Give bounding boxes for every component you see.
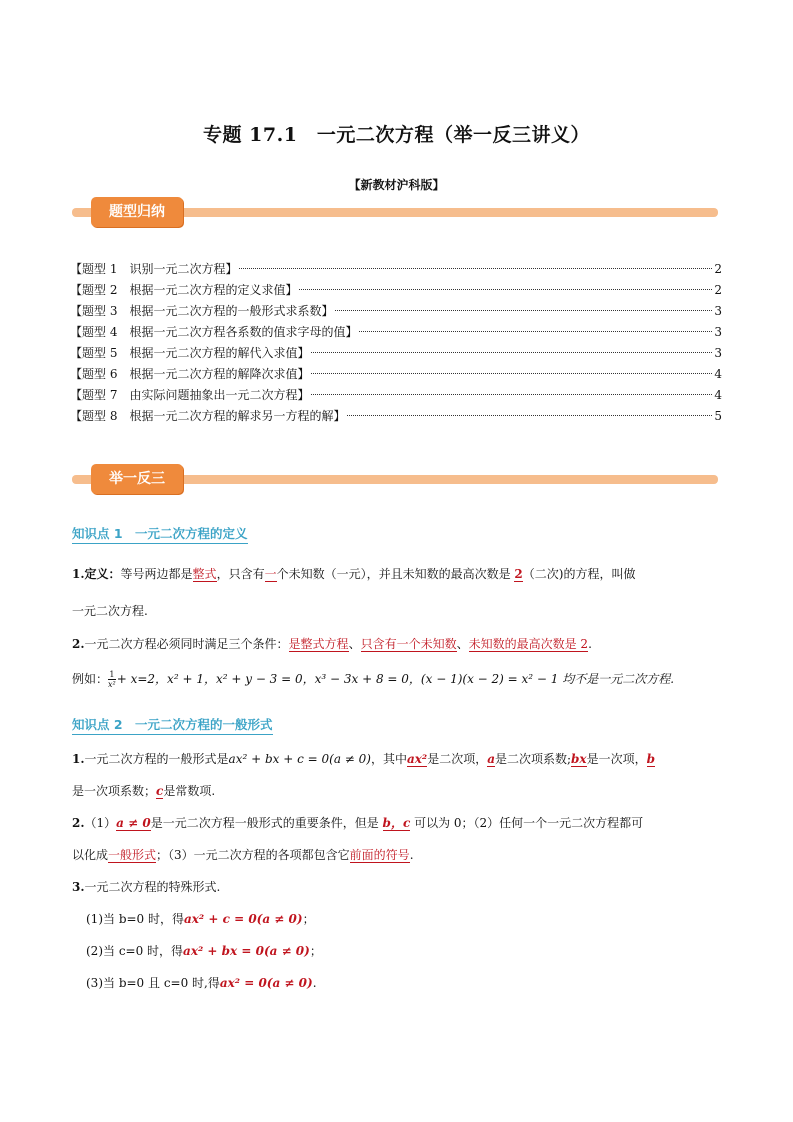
text: .	[409, 848, 414, 862]
toc-banner-label: 题型归纳	[91, 197, 183, 227]
toc-item[interactable]	[70, 322, 722, 343]
toc-item[interactable]	[70, 364, 722, 385]
text: ，其中	[370, 752, 407, 766]
toc-item-page: 2	[714, 262, 722, 276]
math-expressions: + x=2，x² + 1，x² + y − 3 = 0，x³ − 3x + 8 = 0，(x − 1)(x − 2) = x² − 1 均不是一元二次方程.	[116, 672, 675, 686]
item-label: 3.	[72, 880, 85, 894]
formula: ax² + c = 0(a ≠ 0)	[184, 912, 303, 926]
toc-item-page: 2	[714, 283, 722, 297]
toc-item-page: 3	[714, 304, 722, 318]
toc-leader	[335, 310, 712, 311]
text: ；（3）一元二次方程的各项都包含它	[156, 848, 350, 862]
toc-item-label: 【题型 5 根据一元二次方程的解代入求值】	[70, 346, 310, 360]
text: ，只含有	[216, 567, 265, 581]
text: 一元二次方程的特殊形式.	[84, 880, 221, 894]
highlight: a ≠ 0	[116, 816, 151, 830]
formula: ax² = 0(a ≠ 0)	[219, 976, 313, 990]
general-form-formula: ax² + bx + c = 0(a ≠ 0)	[228, 752, 371, 766]
toc-item[interactable]	[70, 406, 722, 427]
conditions-label: 2.	[72, 637, 85, 651]
general-form-paragraph-cont	[72, 780, 724, 802]
text: (2)当 c=0 时，得	[86, 944, 184, 958]
highlight: 未知数的最高次数是 2	[468, 637, 589, 651]
toc-item[interactable]	[70, 280, 722, 301]
toc-leader	[311, 352, 712, 353]
toc-item-page: 4	[714, 367, 722, 381]
toc-item-label: 【题型 4 根据一元二次方程各系数的值求字母的值】	[70, 325, 358, 339]
text: 例如：	[72, 672, 109, 686]
text: 一元二次方程.	[72, 604, 148, 618]
highlight: bx	[571, 752, 587, 766]
definition-paragraph	[72, 563, 724, 585]
toc-item-page: 3	[714, 346, 722, 360]
formula: ax² + bx = 0(a ≠ 0)	[183, 944, 310, 958]
notes-paragraph-cont	[72, 844, 724, 866]
text: 是二次项系数;	[494, 752, 572, 766]
text: 一元二次方程必须同时满足三个条件：	[84, 637, 289, 651]
conditions-paragraph	[72, 633, 724, 655]
highlight: 前面的符号	[349, 848, 410, 862]
edition-subtitle: 【新教材沪科版】	[348, 178, 445, 192]
text: 是一次项系数；	[72, 784, 157, 798]
toc-item-label: 【题型 3 根据一元二次方程的一般形式求系数】	[70, 304, 334, 318]
text: 以化成	[72, 848, 109, 862]
text: 一元二次方程的一般形式是	[84, 752, 229, 766]
highlight: ax²	[407, 752, 428, 766]
text: 是一次项，	[586, 752, 647, 766]
toc-item[interactable]	[70, 301, 722, 322]
toc-item-label: 【题型 7 由实际问题抽象出一元二次方程】	[70, 388, 310, 402]
page-title: 专题 17.1 一元二次方程（举一反三讲义）	[203, 124, 590, 146]
highlight: 是整式方程	[288, 637, 349, 651]
toc-item-label: 【题型 1 识别一元二次方程】	[70, 262, 238, 276]
notes-paragraph	[72, 812, 724, 834]
highlight: 只含有一个未知数	[360, 637, 457, 651]
toc-leader	[311, 373, 712, 374]
toc-banner	[72, 195, 718, 231]
text: 可以为 0；（2）任何一个一元二次方程都可	[410, 816, 644, 830]
text: ；	[302, 912, 315, 926]
examples-banner	[72, 462, 718, 498]
text: .	[588, 637, 592, 651]
toc-leader	[239, 268, 712, 269]
text: 等号两边都是	[120, 567, 193, 581]
toc-item-label: 【题型 2 根据一元二次方程的定义求值】	[70, 283, 298, 297]
fraction-numerator: 1	[109, 670, 115, 679]
special-form-3	[86, 972, 738, 994]
special-forms-heading	[72, 876, 724, 898]
highlight: b	[646, 752, 655, 766]
examples-banner-label: 举一反三	[91, 464, 183, 494]
toc-leader	[359, 331, 712, 332]
text: ；	[309, 944, 322, 958]
toc-item-label: 【题型 6 根据一元二次方程的解降次求值】	[70, 367, 310, 381]
highlight: 整式	[192, 567, 217, 581]
item-label: 2.	[72, 816, 85, 830]
toc-leader	[299, 289, 712, 290]
highlight: 2	[514, 567, 523, 581]
toc-leader	[311, 394, 712, 395]
text: 是常数项.	[163, 784, 216, 798]
toc-item[interactable]	[70, 385, 722, 406]
highlight: c	[156, 784, 164, 798]
highlight: 一	[264, 567, 277, 581]
fraction-denominator: x²	[108, 680, 116, 689]
special-form-2	[86, 940, 738, 962]
toc-item-label: 【题型 8 根据一元二次方程的解求另一方程的解】	[70, 409, 346, 423]
text: （二次)的方程，叫做	[522, 567, 636, 581]
text: 是一元二次方程一般形式的重要条件，但是	[150, 816, 383, 830]
text: 、	[456, 637, 469, 651]
examples-paragraph	[72, 668, 724, 690]
toc-item-page: 4	[714, 388, 722, 402]
toc-item[interactable]	[70, 259, 722, 280]
knowledge-point-2-heading: 知识点 2 一元二次方程的一般形式	[72, 715, 273, 735]
definition-label: 1.定义：	[72, 567, 121, 581]
definition-paragraph-cont	[72, 600, 724, 622]
text: 个未知数（一元），并且未知数的最高次数是	[276, 567, 515, 581]
toc-leader	[347, 415, 712, 416]
table-of-contents	[70, 259, 722, 427]
highlight: 一般形式	[108, 848, 157, 862]
text: (3)当 b=0 且 c=0 时,得	[86, 976, 220, 990]
highlight: a	[487, 752, 495, 766]
fraction	[108, 670, 116, 689]
item-label: 1.	[72, 752, 85, 766]
knowledge-point-1-heading: 知识点 1 一元二次方程的定义	[72, 524, 248, 544]
text: .	[312, 976, 317, 990]
text: 是二次项，	[427, 752, 488, 766]
text: （1）	[84, 816, 117, 830]
text: 、	[348, 637, 361, 651]
highlight: b，c	[382, 816, 411, 830]
toc-item-page: 5	[714, 409, 722, 423]
toc-item-page: 3	[714, 325, 722, 339]
special-form-1	[86, 908, 738, 930]
text: (1)当 b=0 时，得	[86, 912, 184, 926]
general-form-paragraph	[72, 748, 724, 770]
toc-item[interactable]	[70, 343, 722, 364]
